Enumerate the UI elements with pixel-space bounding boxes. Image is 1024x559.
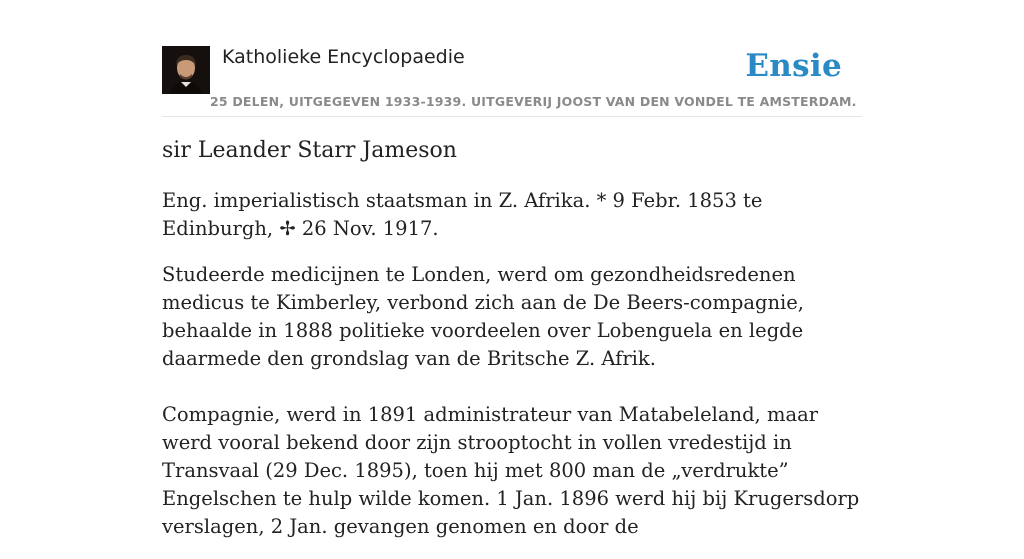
entry-title: sir Leander Starr Jameson (162, 138, 457, 163)
entry-paragraph: Compagnie, werd in 1891 administrateur van Matabeleland, maar werd vooral bekend door zijn strooptocht in vollen vredestijd in Transvaal (29 Dec. 1895), toen hij met 800 man de „verdrukte” Engelschen te hulp wilde komen. 1 Jan. 1896 werd hij bij Krugersdorp verslagen, 2 Jan. gevangen genomen en door de (162, 403, 860, 538)
source-subtitle: 25 DELEN, UITGEGEVEN 1933-1939. UITGEVERIJ JOOST VAN DEN VONDEL TE AMSTERDAM. (210, 94, 857, 109)
entry-content (162, 138, 867, 559)
source-title[interactable]: Katholieke Encyclopaedie (222, 46, 465, 68)
brand-logo[interactable]: Ensie (745, 48, 842, 84)
source-header (162, 46, 862, 117)
portrait-icon[interactable] (162, 46, 210, 94)
entry-paragraph: Studeerde medicijnen te Londen, werd om gezondheidsredenen medicus te Kimberley, verbond zich aan de De Beers-compagnie, behaalde in 1888 politieke voordeelen over Lobenguela en legde daarmede den grondslag van de Britsche Z. Afrik. (162, 263, 804, 370)
entry-paragraph: Eng. imperialistisch staatsman in Z. Afrika. * 9 Febr. 1853 te Edinburgh, ✢ 26 Nov. 1917. (162, 189, 763, 240)
